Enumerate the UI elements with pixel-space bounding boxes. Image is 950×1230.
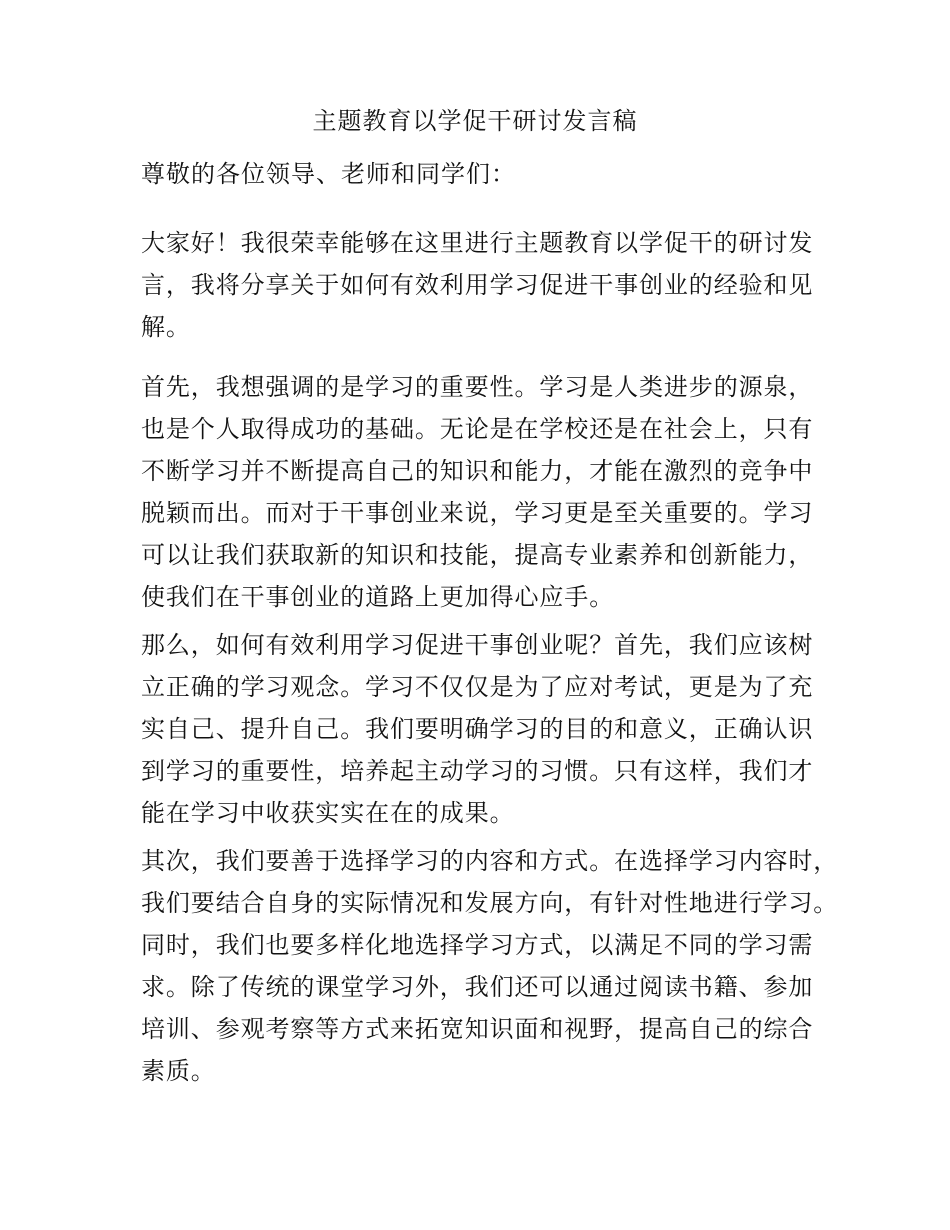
paragraph-line: 也是个人取得成功的基础。无论是在学校还是在社会上，只有 [141, 415, 814, 443]
salutation: 尊敬的各位领导、老师和同学们： [141, 160, 516, 188]
paragraph-line: 那么，如何有效利用学习促进干事创业呢？首先，我们应该树 [141, 631, 814, 659]
paragraph-line: 我们要结合自身的实际情况和发展方向，有针对性地进行学习。 [141, 889, 839, 917]
paragraph-greeting [141, 222, 841, 348]
paragraph-line: 其次，我们要善于选择学习的内容和方式。在选择学习内容时， [141, 847, 839, 875]
paragraph-line: 到学习的重要性，培养起主动学习的习惯。只有这样，我们才 [141, 757, 814, 785]
paragraph-learning-content-and-methods [141, 840, 841, 1092]
paragraph-line: 可以让我们获取新的知识和技能，提高专业素养和创新能力， [141, 541, 814, 569]
paragraph-line: 素质。 [141, 1057, 216, 1085]
paragraph-line: 求。除了传统的课堂学习外，我们还可以通过阅读书籍、参加 [141, 973, 814, 1001]
paragraph-line: 解。 [141, 313, 191, 341]
paragraph-line: 立正确的学习观念。学习不仅仅是为了应对考试，更是为了充 [141, 673, 814, 701]
paragraph-line: 同时，我们也要多样化地选择学习方式，以满足不同的学习需 [141, 931, 814, 959]
paragraph-learning-mindset [141, 624, 841, 834]
paragraph-importance-of-learning [141, 366, 841, 618]
paragraph-line: 使我们在干事创业的道路上更加得心应手。 [141, 583, 615, 611]
paragraph-line: 培训、参观考察等方式来拓宽知识面和视野，提高自己的综合 [141, 1015, 814, 1043]
paragraph-line: 脱颖而出。而对于干事创业来说，学习更是至关重要的。学习 [141, 499, 814, 527]
paragraph-line: 不断学习并不断提高自己的知识和能力，才能在激烈的竞争中 [141, 457, 814, 485]
paragraph-line: 首先，我想强调的是学习的重要性。学习是人类进步的源泉， [141, 373, 814, 401]
paragraph-line: 能在学习中收获实实在在的成果。 [141, 799, 515, 827]
paragraph-line: 大家好！我很荣幸能够在这里进行主题教育以学促干的研讨发 [141, 229, 814, 257]
paragraph-line: 言，我将分享关于如何有效利用学习促进干事创业的经验和见 [141, 271, 814, 299]
document-title: 主题教育以学促干研讨发言稿 [312, 107, 638, 135]
paragraph-line: 实自己、提升自己。我们要明确学习的目的和意义，正确认识 [141, 715, 814, 743]
